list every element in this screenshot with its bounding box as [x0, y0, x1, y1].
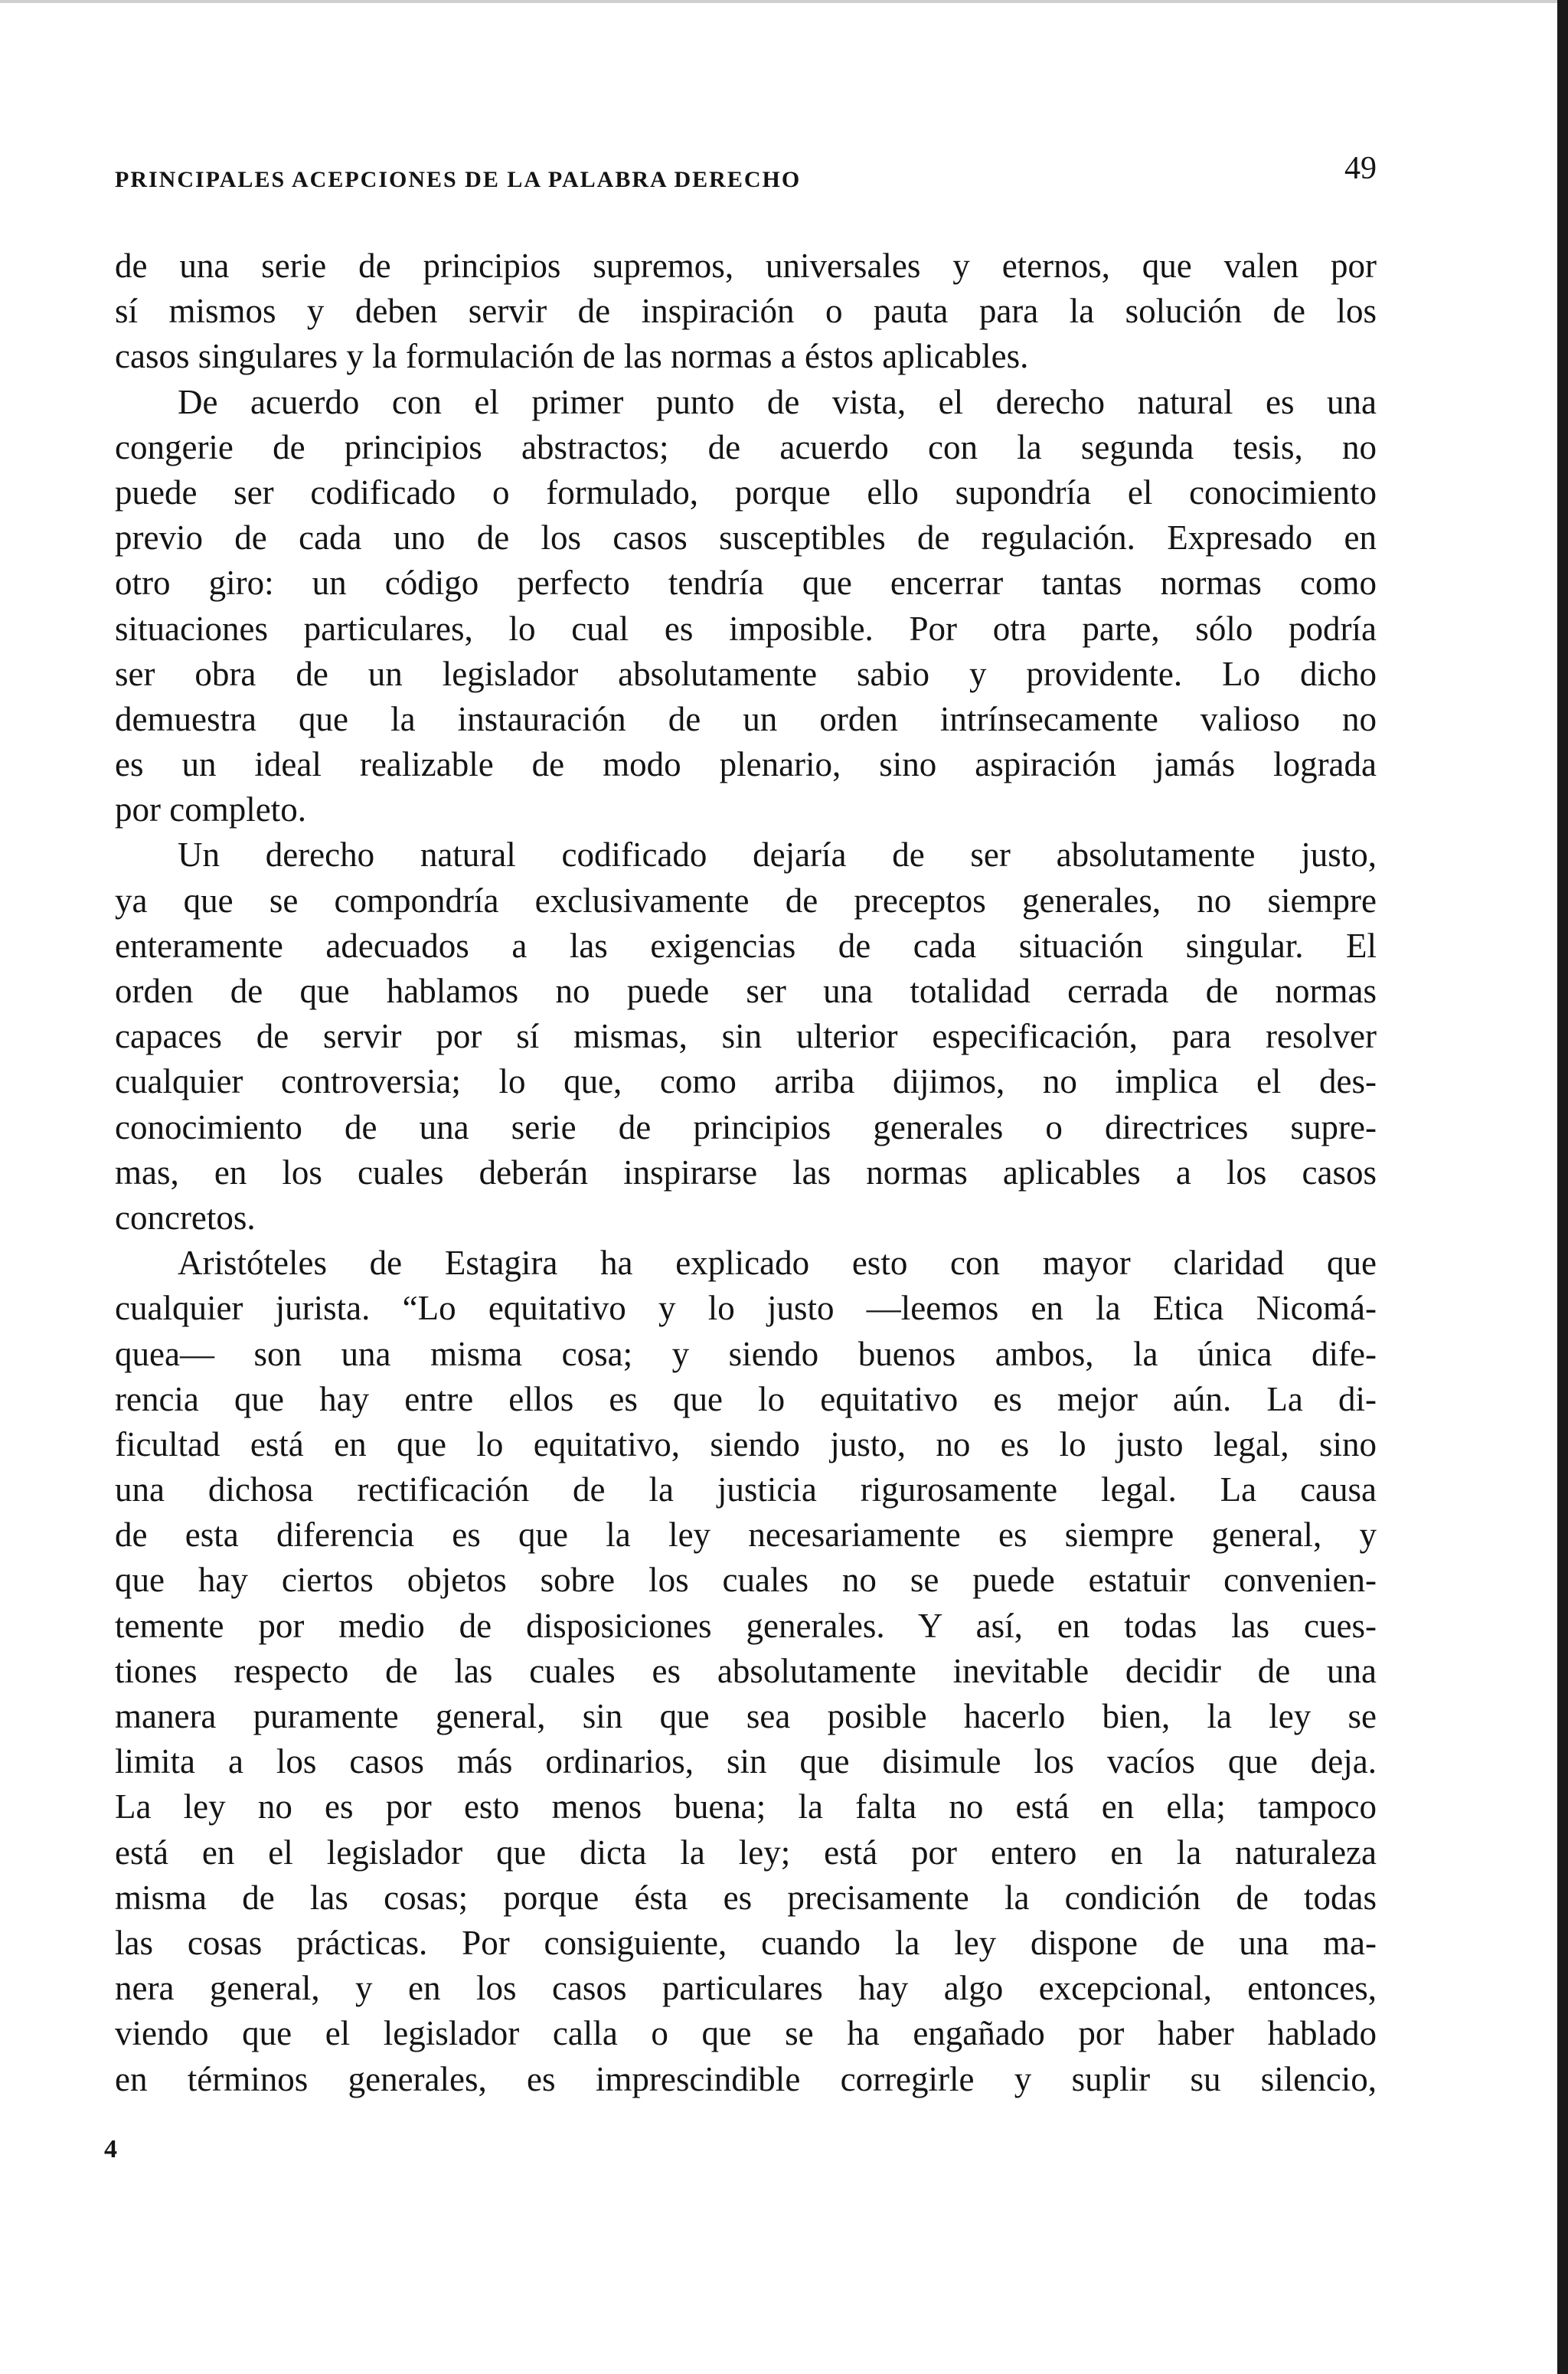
- text-line: una dichosa rectificación de la justicia rigurosamente legal. La causa: [115, 1470, 1377, 1509]
- text-line: misma de las cosas; porque ésta es precisamente la condición de todas: [115, 1878, 1377, 1917]
- body-text: [115, 244, 1377, 2102]
- text-line: De acuerdo con el primer punto de vista, el derecho natural es una: [178, 382, 1377, 421]
- footer-signature-mark: 4: [104, 2135, 117, 2163]
- text-line: demuestra que la instauración de un orden intrínsecamente valioso no: [115, 699, 1377, 738]
- text-line: cualquier controversia; lo que, como arriba dijimos, no implica el des-: [115, 1062, 1377, 1101]
- running-header: [115, 150, 1377, 205]
- text-line: en términos generales, es imprescindible corregirle y suplir su silencio,: [115, 2059, 1377, 2098]
- text-line: de una serie de principios supremos, universales y eternos, que valen por: [115, 247, 1377, 285]
- text-line: tiones respecto de las cuales es absolutamente inevitable decidir de una: [115, 1651, 1377, 1690]
- text-line: viendo que el legislador calla o que se ha engañado por haber hablado: [115, 2014, 1377, 2053]
- text-line: manera puramente general, sin que sea posible hacerlo bien, la ley se: [115, 1697, 1377, 1735]
- text-line: situaciones particulares, lo cual es imposible. Por otra parte, sólo podría: [115, 609, 1377, 648]
- text-line: nera general, y en los casos particulares hay algo excepcional, entonces,: [115, 1969, 1377, 2008]
- text-line: orden de que hablamos no puede ser una totalidad cerrada de normas: [115, 972, 1377, 1010]
- running-title: PRINCIPALES ACEPCIONES DE LA PALABRA DERECHO: [115, 167, 802, 192]
- text-line: mas, en los cuales deberán inspirarse las normas aplicables a los casos: [115, 1153, 1377, 1192]
- text-line: enteramente adecuados a las exigencias de cada situación singular. El: [115, 926, 1377, 965]
- text-line: puede ser codificado o formulado, porque ello supondría el conocimiento: [115, 473, 1377, 512]
- text-line: ya que se compondría exclusivamente de preceptos generales, no siempre: [115, 881, 1377, 920]
- text-line: rencia que hay entre ellos es que lo equitativo es mejor aún. La di-: [115, 1379, 1377, 1418]
- text-line: quea— son una misma cosa; y siendo buenos ambos, la única dife-: [115, 1334, 1377, 1373]
- text-line: ficultad está en que lo equitativo, siendo justo, no es lo justo legal, sino: [115, 1424, 1377, 1463]
- text-line: conocimiento de una serie de principios generales o directrices supre-: [115, 1107, 1377, 1146]
- text-line: temente por medio de disposiciones generales. Y así, en todas las cues-: [115, 1606, 1377, 1645]
- scan-right-edge: [1557, 0, 1568, 2374]
- text-line: ser obra de un legislador absolutamente sabio y providente. Lo dicho: [115, 654, 1377, 693]
- text-line: Un derecho natural codificado dejaría de ser absolutamente justo,: [178, 835, 1377, 875]
- text-line: las cosas prácticas. Por consiguiente, cuando la ley dispone de una ma-: [115, 1923, 1377, 1962]
- scan-top-edge: [0, 0, 1568, 3]
- text-line: previo de cada uno de los casos susceptibles de regulación. Expresado en: [115, 518, 1377, 558]
- text-line: casos singulares y la formulación de las normas a éstos aplicables.: [115, 337, 1029, 376]
- text-line: otro giro: un código perfecto tendría que encerrar tantas normas como: [115, 564, 1377, 603]
- text-line: que hay ciertos objetos sobre los cuales no se puede estatuir convenien-: [115, 1561, 1377, 1600]
- text-line: cualquier jurista. “Lo equitativo y lo justo —leemos en la Etica Nicomá-: [115, 1289, 1377, 1328]
- text-line: concretos.: [115, 1198, 256, 1237]
- text-line: está en el legislador que dicta la ley; está por entero en la naturaleza: [115, 1833, 1377, 1872]
- text-line: congerie de principios abstractos; de acuerdo con la segunda tesis, no: [115, 427, 1377, 466]
- text-line: limita a los casos más ordinarios, sin que disimule los vacíos que deja.: [115, 1742, 1377, 1781]
- text-line: La ley no es por esto menos buena; la falta no está en ella; tampoco: [115, 1787, 1377, 1826]
- text-line: Aristóteles de Estagira ha explicado esto con mayor claridad que: [178, 1244, 1377, 1283]
- text-line: por completo.: [115, 790, 306, 829]
- text-line: de esta diferencia es que la ley necesariamente es siempre general, y: [115, 1516, 1377, 1555]
- text-line: es un ideal realizable de modo plenario, sino aspiración jamás lograda: [115, 745, 1377, 784]
- text-line: sí mismos y deben servir de inspiración o pauta para la solución de los: [115, 292, 1377, 331]
- text-line: capaces de servir por sí mismas, sin ulterior especificación, para resolver: [115, 1017, 1377, 1056]
- page-number: 49: [1344, 151, 1377, 186]
